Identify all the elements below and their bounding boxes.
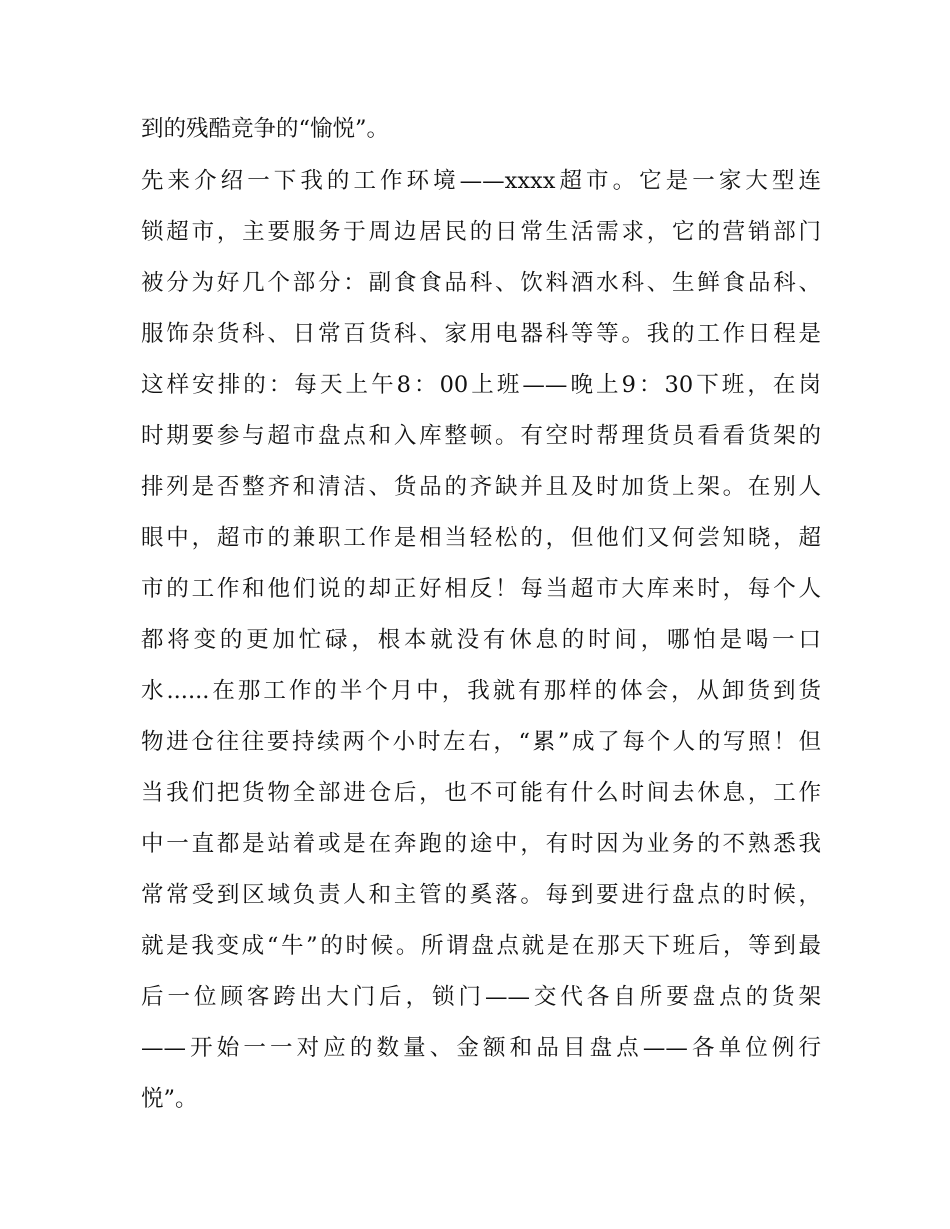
text-line-6: 这样安排的：每天上午8：00上班——晚上9：30下班，在岗 <box>141 372 821 398</box>
text-line-13: 物进仓往往要持续两个小时左右，“累”成了每个人的写照！但 <box>141 729 821 755</box>
text-line-2: 先来介绍一下我的工作环境——xxxx超市。它是一家大型连 <box>141 168 821 194</box>
text-line-18: 后一位顾客跨出大门后，锁门——交代各自所要盘点的货架 <box>141 984 821 1010</box>
text-line-7: 时期要参与超市盘点和入库整顿。有空时帮理货员看看货架的 <box>141 423 821 449</box>
text-line-5: 服饰杂货科、日常百货科、家用电器科等等。我的工作日程是 <box>141 321 821 347</box>
text-line-1: 到的残酷竞争的“愉悦”。 <box>141 116 390 142</box>
text-line-8: 排列是否整齐和清洁、货品的齐缺并且及时加货上架。在别人 <box>141 474 821 500</box>
text-line-10: 市的工作和他们说的却正好相反！每当超市大库来时，每个人 <box>141 576 821 602</box>
text-line-9: 眼中，超市的兼职工作是相当轻松的，但他们又何尝知晓，超 <box>141 525 821 551</box>
text-line-16: 常常受到区域负责人和主管的奚落。每到要进行盘点的时候， <box>141 882 821 908</box>
text-line-11: 都将变的更加忙碌，根本就没有休息的时间，哪怕是喝一口 <box>141 627 821 653</box>
text-line-3: 锁超市，主要服务于周边居民的日常生活需求，它的营销部门 <box>141 219 821 245</box>
text-line-15: 中一直都是站着或是在奔跑的途中，有时因为业务的不熟悉我 <box>141 831 821 857</box>
text-line-4: 被分为好几个部分：副食食品科、饮料酒水科、生鲜食品科、 <box>141 270 821 296</box>
text-line-14: 当我们把货物全部进仓后，也不可能有什么时间去休息，工作 <box>141 780 821 806</box>
text-line-19: ——开始一一对应的数量、金额和品目盘点——各单位例行 <box>141 1035 821 1061</box>
text-line-17: 就是我变成“牛”的时候。所谓盘点就是在那天下班后，等到最 <box>141 933 821 959</box>
text-line-20: 悦”。 <box>141 1086 198 1112</box>
text-line-12: 水......在那工作的半个月中，我就有那样的体会，从卸货到货 <box>141 678 821 704</box>
